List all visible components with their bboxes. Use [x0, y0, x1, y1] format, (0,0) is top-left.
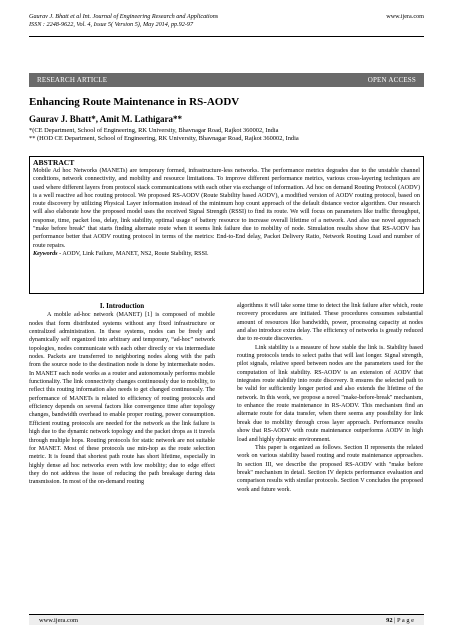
- author-list: Gaurav J. Bhatt*, Amit M. Lathigara**: [29, 114, 182, 124]
- left-column: [29, 302, 215, 487]
- abstract-text: Mobile Ad hoc Networks (MANETs) are temporary formed, infrastructure-less networks. The performance metrics degrades due to the unstable channel conditions, network connectivity, and mobility and resource limitations. To improve different performance metrics, various cross-layering techniques are used where different layers from protocol stack communications with each other via exchange of information. Ad hoc on demand Routing Protocol (AODV) is a well reactive ad hoc routing protocol. We proposed RS-AODV (Route Stability based AODV), a modified version of AODV routing protocol, based on route discovery by utilizing Physical Layer information instead of the minimum hop count approach of the default distance vector algorithm. Our research will also elaborate how the proposed model uses the received Signal Strength (RSSI) to find its route. We will focus on parameters like traffic throughput, response, time, packet loss, delay, link stability, optimal usage of battery resource to increase overall lifetime of a network. And also use novel approach "make before break" that starts finding alternate route when it seems link failure due to mobility of node. Simulation results show that RS-AODV has performance better that AODV routing protocol in terms of the metrics: End-to-End delay, Packet Delivery Ratio, Network Routing Load and number of route repairs.: [33, 168, 420, 249]
- header-divider: [29, 36, 424, 37]
- footer-page-number: [386, 615, 414, 626]
- page-number: 92: [386, 617, 393, 624]
- affiliation-2: ** (HOD CE Department, School of Engineering, RK University, Bhavnagar Road, Rajkot 360002, India: [29, 135, 299, 143]
- abstract-box: [29, 156, 424, 294]
- running-header: [29, 13, 424, 29]
- keywords-line: [33, 250, 420, 258]
- section-heading-introduction: I. Introduction: [99, 302, 145, 310]
- abstract-heading: ABSTRACT: [33, 158, 75, 167]
- intro-paragraph-4: This paper is organized as follows. Section II represents the related work on various stability based routing and route maintenance approaches. In section III, we describe the proposed RS-AODV with "make before break" mechanism in detail. Section IV depicts performance evaluation and comparison results with similar protocols. Section V concludes the proposed work and future work.: [237, 444, 423, 493]
- footer-website-link[interactable]: www.ijera.com: [39, 617, 78, 624]
- keywords-label: Keywords: [33, 250, 58, 257]
- research-article-label: RESEARCH ARTICLE: [37, 76, 108, 84]
- page-footer: [29, 614, 424, 625]
- intro-paragraph-1: A mobile ad-hoc network (MANET) [1] is composed of mobile nodes that form distributed systems without any fixed infrastructure or centralized administration. In these systems, nodes can be freely and dynamically self organized into arbitrary and temporary, “ad-hoc” network topologies, nodes communicate with each other directly or via intermediate nodes. Packets are transferred to neighboring nodes along with the path from the source node to the destination node is done by intermediate nodes. In MANET each node works as a router and autonomously performs mobile functionality. The link connectivity changes continuously due to mobility, to reflect this routing information also needs to get changed continuously. The performance of MANETs is related to efficiency of routing protocols and efficiency depends on several factors like convergence time after topology changes, bandwidth overhead to enable proper routing, power consumption. Efficient routing protocols are needed for the network as the link failure is high due to the dynamic network topology and the packet drops as it travels through multiple hops. Routing protocols for static network are not suitable for MANET. Most of these protocols use min-hop as the route selection metric. It is found that shortest path route has short lifetime, especially in highly dense ad hoc networks even with low mobility; due to edge effect they do not address the issue of reducing the path breakage during data transmission. In most of the on-demand routing: [29, 312, 215, 486]
- intro-paragraph-3: Link stability is a measure of how stable the link is. Stability based routing protocols tends to select paths that will last longer. Signal strength, pilot signals, relative speed between nodes are the parameters used for the computation of link stability. RS-AODV is an extension of AODV that integrates route stability into route discovery. It ensures the selected path to be valid for sufficiently longer period and also extends the lifetime of the network. In this work, we propose a novel "make-before-break" mechanism, to enhance the route maintenance in RS-AODV. This mechanism find an alternate route for data transfer, when there seems any possibility for link break due to mobility through cross layer approach. Performance results show that RS-AODV with route maintenance outperforms AODV in high load and highly dynamic environment.: [237, 344, 423, 443]
- intro-paragraph-2: algorithms it will take some time to detect the link failure after which, route recovery procedures are initiated. These procedures consumes substantial amount of resources like bandwidth, power, processing capacity at nodes and also introduce extra delay. The efficiency of networks is greatly reduced due to re-route discoveries.: [237, 303, 423, 343]
- paper-title: Enhancing Route Maintenance in RS-AODV: [29, 96, 240, 108]
- header-website-link[interactable]: www.ijera.com: [386, 13, 424, 20]
- open-access-label: OPEN ACCESS: [367, 76, 416, 84]
- journal-line-1: Gaurav J. Bhatt et al Int. Journal of Engineering Research and Applications: [29, 13, 219, 20]
- journal-line-2: ISSN : 2248-9622, Vol. 4, Issue 5( Version 5), May 2014, pp.92-97: [29, 21, 194, 28]
- right-column: [237, 302, 423, 494]
- keywords-text: - AODV, Link Failure, MANET, NS2, Route Stability, RSSI.: [57, 250, 209, 257]
- affiliations: [29, 127, 424, 143]
- affiliation-1: *(CE Department, School of Engineering, RK University, Bhavnagar Road, Rajkot 360002, India: [29, 127, 279, 134]
- article-type-band: [29, 73, 424, 87]
- page-label: | P a g e: [392, 617, 414, 624]
